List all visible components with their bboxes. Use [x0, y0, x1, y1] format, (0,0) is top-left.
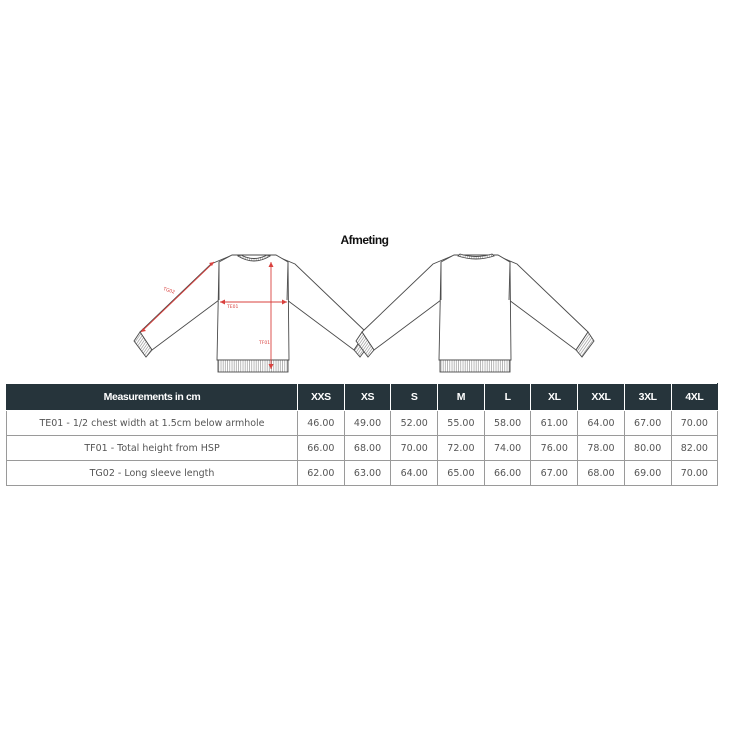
table-cell: 74.00 [484, 436, 531, 461]
table-cell: 58.00 [484, 411, 531, 436]
row-label: TF01 - Total height from HSP [7, 436, 298, 461]
header-size: 3XL [624, 384, 671, 411]
table-cell: 78.00 [578, 436, 625, 461]
table-cell: 52.00 [391, 411, 438, 436]
front-hem [218, 360, 288, 372]
table-cell: 72.00 [438, 436, 485, 461]
table-cell: 64.00 [578, 411, 625, 436]
row-label: TE01 - 1/2 chest width at 1.5cm below armhole [7, 411, 298, 436]
back-hem [440, 360, 510, 372]
tg02-label: TG02 [162, 287, 176, 296]
header-size: 4XL [671, 384, 718, 411]
table-cell: 70.00 [671, 411, 718, 436]
table-cell: 66.00 [298, 436, 345, 461]
header-size: L [484, 384, 531, 411]
size-chart-table [6, 383, 718, 486]
table-header-row [7, 384, 718, 411]
header-size: S [391, 384, 438, 411]
table-row [7, 461, 718, 486]
table-cell: 55.00 [438, 411, 485, 436]
table-cell: 49.00 [344, 411, 391, 436]
header-size: XXL [578, 384, 625, 411]
table-cell: 46.00 [298, 411, 345, 436]
header-size: XS [344, 384, 391, 411]
front-left-sleeve [140, 256, 230, 350]
header-size: XXS [298, 384, 345, 411]
table-cell: 64.00 [391, 461, 438, 486]
table-cell: 69.00 [624, 461, 671, 486]
te01-label: TE01 [227, 305, 239, 310]
sweater-back [356, 254, 594, 372]
page-title: Afmeting [340, 233, 389, 247]
table-cell: 68.00 [344, 436, 391, 461]
table-cell: 62.00 [298, 461, 345, 486]
back-body [439, 255, 511, 360]
table-cell: 67.00 [531, 461, 578, 486]
table-cell: 80.00 [624, 436, 671, 461]
table-row [7, 411, 718, 436]
back-left-sleeve [362, 256, 452, 350]
header-size: XL [531, 384, 578, 411]
sweater-front [134, 255, 372, 372]
row-label: TG02 - Long sleeve length [7, 461, 298, 486]
back-right-sleeve [498, 256, 588, 350]
table-cell: 70.00 [671, 461, 718, 486]
table-cell: 68.00 [578, 461, 625, 486]
table-cell: 70.00 [391, 436, 438, 461]
front-right-sleeve [276, 256, 366, 350]
tf01-label: TF01 [259, 341, 271, 346]
table-cell: 76.00 [531, 436, 578, 461]
sweater-diagram [0, 248, 729, 376]
table-row [7, 436, 718, 461]
table-cell: 65.00 [438, 461, 485, 486]
table-cell: 63.00 [344, 461, 391, 486]
header-measurements: Measurements in cm [7, 384, 298, 411]
table-cell: 67.00 [624, 411, 671, 436]
table-cell: 82.00 [671, 436, 718, 461]
table-cell: 61.00 [531, 411, 578, 436]
header-size: M [438, 384, 485, 411]
table-cell: 66.00 [484, 461, 531, 486]
